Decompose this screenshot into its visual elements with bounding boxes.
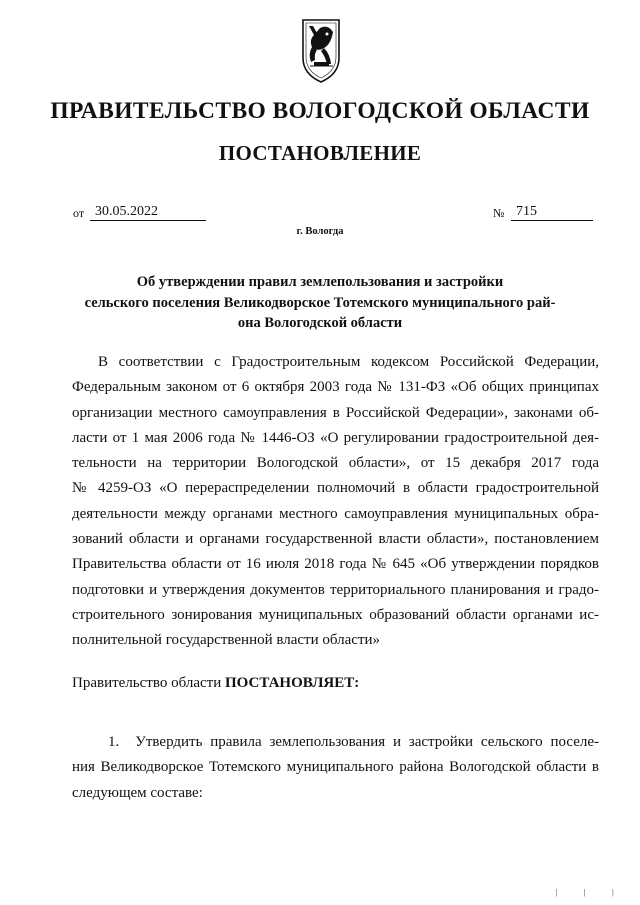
item-line: ния Великодворское Тотемского муниципального района Вологодской области в xyxy=(72,759,599,776)
body-line: тельности на территории Вологодской области», от 15 декабря 2017 года xyxy=(72,455,599,472)
date-prefix: от xyxy=(73,206,85,220)
document-type: ПОСТАНОВЛЕНИЕ xyxy=(218,141,422,165)
subject-line: Об утверждении правил землепользования и застройки xyxy=(136,274,504,290)
city-label: г. Вологда xyxy=(296,226,344,237)
body-line: организации местного самоуправления в Российской Федерации», законами об- xyxy=(72,404,599,421)
number-field: 715 xyxy=(511,203,593,221)
scan-marks: | | | xyxy=(555,888,626,897)
body-line: Правительства области от 16 июля 2018 года № 645 «Об утверждении порядков xyxy=(72,556,599,573)
date-field: 30.05.2022 xyxy=(90,203,206,221)
item-number: 1. xyxy=(108,734,120,750)
body-line: подготовки и утверждения документов территориального планирования и градо- xyxy=(72,581,599,598)
decree-prefix: Правительство области xyxy=(72,675,225,691)
subject-line: она Вологодской области xyxy=(237,315,403,331)
body-line: № 4259-ОЗ «О перераспределении полномочий в области градостроительной xyxy=(72,480,599,497)
document-subject xyxy=(0,272,640,334)
item-line: следующем составе: xyxy=(72,784,203,801)
government-title: ПРАВИТЕЛЬСТВО ВОЛОГОДСКОЙ ОБЛАСТИ xyxy=(50,98,590,124)
body-line: В соответствии с Градостроительным кодексом Российской Федерации, xyxy=(98,354,599,370)
number-prefix: № xyxy=(493,206,505,220)
list-item xyxy=(72,730,599,806)
body-line: ласти от 1 мая 2006 года № 1446-ОЗ «О регулировании градостроительной дея- xyxy=(72,429,599,446)
body-line: деятельности между органами местного самоуправления муниципальных обра- xyxy=(72,505,599,522)
preamble-paragraph xyxy=(72,350,599,654)
item-text: Утвердить правила землепользования и застройки сельского поселе- xyxy=(135,734,599,750)
body-line: полнительной государственной власти области» xyxy=(72,632,381,649)
body-line: Федеральным законом от 6 октября 2003 года № 131-ФЗ «Об общих принципах xyxy=(72,379,599,396)
vologda-coat-of-arms-icon xyxy=(300,14,342,86)
item-line xyxy=(72,730,599,755)
decree-line xyxy=(72,675,359,692)
body-line: зований области и органами государственной власти области», постановлением xyxy=(72,531,599,548)
body-line: строительного зонирования муниципальных образований области органами ис- xyxy=(72,606,599,623)
subject-line: сельского поселения Великодворское Тотемского муниципального рай- xyxy=(84,294,556,311)
decree-word: ПОСТАНОВЛЯЕТ: xyxy=(224,675,360,691)
